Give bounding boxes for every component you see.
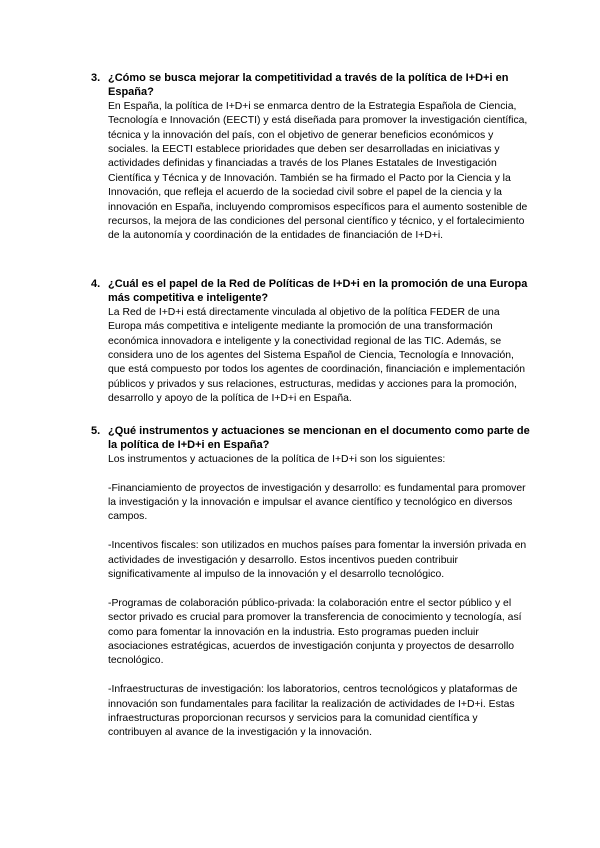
question-4-section [91, 277, 531, 407]
question-3-answer [91, 100, 531, 244]
question-5-number: 5. [91, 425, 101, 437]
question-5-answer [91, 453, 531, 741]
question-3-heading [91, 71, 531, 100]
question-5-item-financiamiento: -Financiamiento de proyectos de investigación y desarrollo: es fundamental para promover la investigación y la innovación e impulsar el avance científico y tecnológico en diversos campos. [108, 482, 526, 523]
question-3-paragraph-1: En España, la política de I+D+i se enmarca dentro de la Estrategia Española de Ciencia, Tecnología e Innovación (EECTI) y está diseñada para promover la investigación científica, técnica y la innovación del país, con el objetivo de generar beneficios económicos y sociales. la EECTI establece prioridades que deben ser desarrolladas en iniciativas y actividades definidas y financiadas a través de los Planes Estatales de Investigación Científica y Técnica y de Innovación. También se ha firmado el Pacto por la Ciencia y la Innovación, que refleja el acuerdo de la sociedad civil sobre el papel de la ciencia y la innovación en España, incluyendo compromisos específicos para el aumento sostenible de recursos, la mejora de las condiciones del personal científico y técnico, y el fortalecimiento de la autonomía y coordinación de la entidades de financiación de I+D+i. [108, 100, 528, 242]
question-3-title: ¿Cómo se busca mejorar la competitividad a través de la política de I+D+i en España? [108, 72, 509, 99]
question-3-number: 3. [91, 72, 101, 84]
question-5-item-colaboracion: -Programas de colaboración público-privada: la colaboración entre el sector público y el sector privado es crucial para promover la transferencia de conocimiento y tecnología, así como para fomentar la innovación en la industria. Esto programas pueden incluir asociaciones estratégicas, acuerdos de investigación conjunta y proyectos de desarrollo tecnológico. [108, 597, 522, 667]
question-4-number: 4. [91, 278, 101, 290]
question-5-title: ¿Qué instrumentos y actuaciones se mencionan en el documento como parte de la política de I+D+i en España? [108, 425, 530, 452]
question-5-section [91, 424, 531, 741]
question-4-heading [91, 277, 531, 306]
question-5-item-incentivos: -Incentivos fiscales: son utilizados en muchos países para fomentar la inversión privada en actividades de investigación y desarrollo. Estos incentivos pueden contribuir significativamente al impulso de la innovación y el desarrollo tecnológico. [108, 540, 527, 581]
question-4-paragraph-1: La Red de I+D+i está directamente vinculada al objetivo de la política FEDER de una Europa más competitiva e inteligente mediante la promoción de una transformación económica innovadora e inteligente y la conectividad regional de las TIC. Además, se considera uno de los agentes del Sistema Español de Ciencia, Tecnología e Innovación, que está compuesto por todos los agentes de coordinación, financiación e implementación públicos y privados y sus relaciones, estructuras, medidas y acciones para la promoción, desarrollo y apoyo de la política de I+D+i en España. [108, 306, 526, 405]
question-4-answer [91, 306, 531, 407]
question-5-intro: Los instrumentos y actuaciones de la política de I+D+i son los siguientes: [108, 453, 446, 465]
question-5-heading [91, 424, 531, 453]
question-5-item-infraestructuras: -Infraestructuras de investigación: los laboratorios, centros tecnológicos y plataformas de innovación son fundamentales para facilitar la realización de actividades de I+D+i. Estas infraestructuras proporcionan recursos y servicios para la comunidad científica y contribuyen al avance de la investigación y la innovación. [108, 684, 518, 739]
question-3-section [91, 71, 531, 244]
question-4-title: ¿Cuál es el papel de la Red de Políticas de I+D+i en la promoción de una Europa más competitiva e inteligente? [108, 278, 528, 305]
